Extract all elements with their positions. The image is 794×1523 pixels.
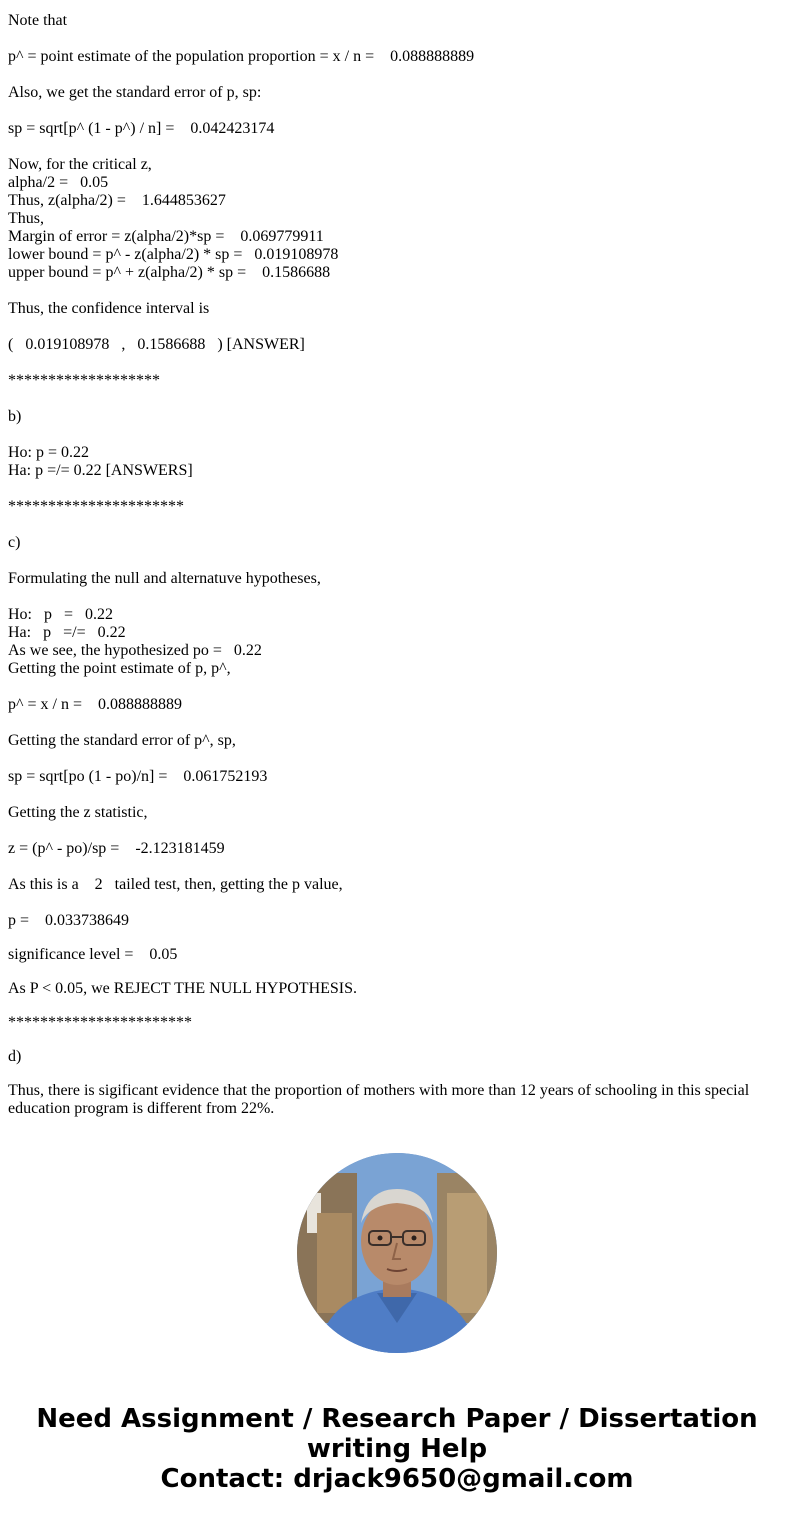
text-line: Now, for the critical z,: [8, 156, 152, 173]
alt-hypothesis-line: Ha: p =/= 0.22: [8, 624, 126, 641]
person-portrait-icon: [297, 1153, 497, 1353]
contact-email: Contact: drjack9650@gmail.com: [160, 1464, 634, 1494]
document-body: [8, 12, 778, 1136]
null-hypothesis-line: Ho: p = 0.22: [8, 444, 90, 461]
text-line: Also, we get the standard error of p, sp:: [8, 84, 262, 101]
separator: **********************: [8, 498, 184, 515]
standard-error-line: sp = sqrt[p^ (1 - p^) / n] = 0.042423174: [8, 120, 275, 137]
hypothesized-value-line: As we see, the hypothesized po = 0.22: [8, 642, 262, 659]
text-line: Getting the standard error of p^, sp,: [8, 732, 236, 749]
section-d-heading: d): [8, 1048, 22, 1065]
promo-headline: Need Assignment / Research Paper / Dissertation writing Help: [36, 1404, 758, 1464]
text-line: Note that: [8, 12, 68, 29]
point-estimate-line: p^ = x / n = 0.088888889: [8, 696, 182, 713]
lower-bound-line: lower bound = p^ - z(alpha/2) * sp = 0.019108978: [8, 246, 339, 263]
author-photo: [297, 1153, 497, 1353]
separator: *******************: [8, 372, 160, 389]
text-line: As this is a 2 tailed test, then, getting the p value,: [8, 876, 343, 893]
standard-error-line: sp = sqrt[po (1 - po)/n] = 0.061752193: [8, 768, 268, 785]
separator: ***********************: [8, 1014, 192, 1031]
significance-level-line: significance level = 0.05: [8, 946, 178, 963]
alpha-line: alpha/2 = 0.05: [8, 174, 109, 191]
upper-bound-line: upper bound = p^ + z(alpha/2) * sp = 0.1586688: [8, 264, 331, 281]
text-line: Getting the z statistic,: [8, 804, 148, 821]
p-value-line: p = 0.033738649: [8, 912, 130, 929]
decision-line: As P < 0.05, we REJECT THE NULL HYPOTHESIS.: [8, 980, 358, 997]
null-hypothesis-line: Ho: p = 0.22: [8, 606, 114, 623]
intro-note: [8, 12, 778, 30]
text-line: Thus, the confidence interval is: [8, 300, 210, 317]
conclusion-paragraph: Thus, there is sigificant evidence that the proportion of mothers with more than 12 years of schooling in this special education program is different from 22%.: [8, 1082, 750, 1117]
section-b-heading: b): [8, 408, 22, 425]
critical-z-line: Thus, z(alpha/2) = 1.644853627: [8, 192, 226, 209]
promo-footer: [0, 1404, 794, 1494]
text-line: Formulating the null and alternatuve hypotheses,: [8, 570, 321, 587]
point-estimate-line: p^ = point estimate of the population proportion = x / n = 0.088888889: [8, 48, 475, 65]
text-line: Thus,: [8, 210, 44, 227]
confidence-interval-answer: ( 0.019108978 , 0.1586688 ) [ANSWER]: [8, 336, 305, 353]
margin-of-error-line: Margin of error = z(alpha/2)*sp = 0.069779911: [8, 228, 324, 245]
section-c-heading: c): [8, 534, 21, 551]
z-statistic-line: z = (p^ - po)/sp = -2.123181459: [8, 840, 225, 857]
text-line: Getting the point estimate of p, p^,: [8, 660, 231, 677]
alt-hypothesis-line: Ha: p =/= 0.22 [ANSWERS]: [8, 462, 193, 479]
